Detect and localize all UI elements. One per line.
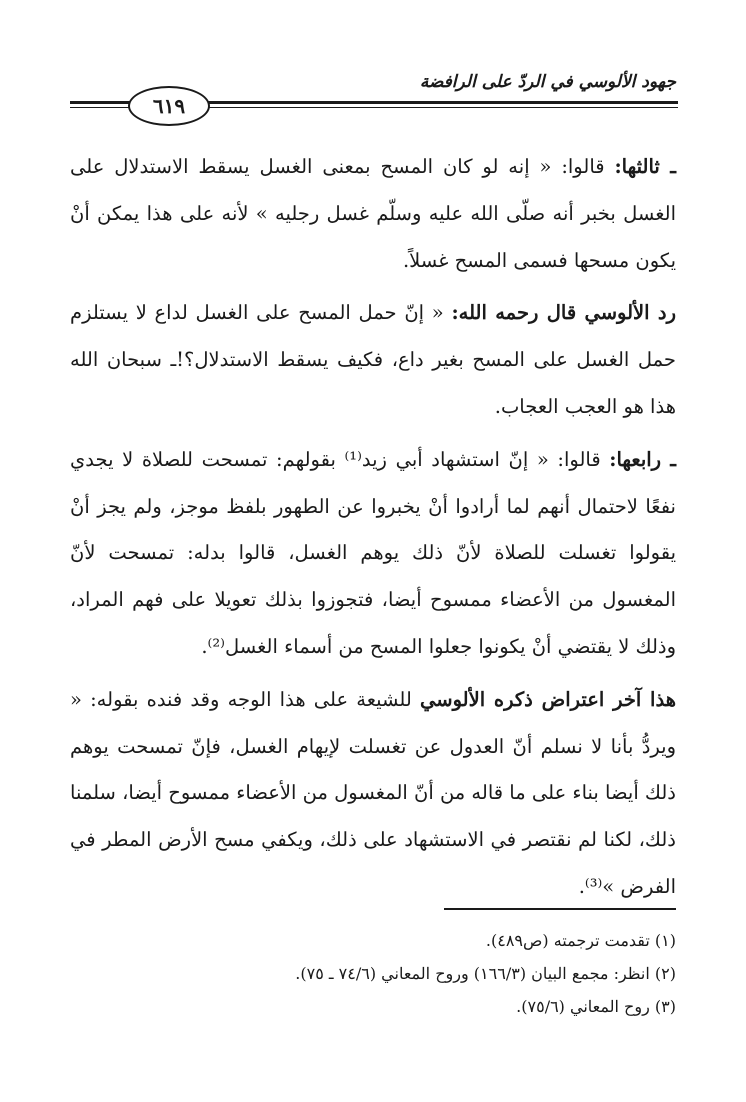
footnote-separator [444, 908, 676, 910]
footnote-3: (٣) روح المعاني (٧٥/٦). [516, 997, 676, 1016]
paragraph-text: قالوا: « إنّ استشهاد أبي زيد⁽¹⁾ بقولهم: تمسحت للصلاة لا يجدي نفعًا لاحتمال أنهم لما أرادوا أنْ يخبروا عن الطهور بلفظ موجز، ولم يجز أنْ يقولوا تغسلت للصلاة لأنّ ذلك يوهم الغسل، قالوا بدله: تمسحت لأنّ المغسول من الأعضاء ممسوح أيضا، فتجوزوا بذلك تعويلا على فهم المراد، وذلك لا يقتضي أنْ يكونوا جعلوا المسح من أسماء الغسل⁽²⁾. [70, 447, 676, 658]
footnotes [70, 924, 676, 1023]
body-text [70, 144, 676, 917]
footnote-2: (٢) انظر: مجمع البيان (١٦٦/٣) وروح المعاني (٧٤/٦ ـ ٧٥). [295, 964, 676, 983]
paragraph-alusi-reply [70, 290, 676, 430]
page-number: ٦١٩ [128, 86, 210, 126]
paragraph-lead: رد الألوسي قال رحمه الله: [451, 301, 676, 325]
paragraph-fourth-objection [70, 437, 676, 671]
paragraph-text: للشيعة على هذا الوجه وقد فنده بقوله: « ويردُّ بأنا لا نسلم أنّ العدول عن تغسلت لإيهام الغسل، فإنّ تمسحت يوهم ذلك أيضا بناء على ما قاله من أنّ المغسول من الأعضاء ممسوح أيضا، سلمنا ذلك، لكنا لم نقتصر في الاستشهاد على ذلك، ويكفي مسح الأرض المطر في الفرض »⁽³⁾. [70, 687, 676, 898]
paragraph-lead: ـ رابعها: [609, 447, 676, 471]
footnote-1: (١) تقدمت ترجمته (ص٤٨٩). [485, 931, 676, 950]
running-title: جهود الألوسي في الردّ على الرافضة [419, 72, 676, 92]
paragraph-text: « إنّ حمل المسح على الغسل لداع لا يستلزم حمل الغسل على المسح بغير داع، فكيف يسقط الاستدلال؟!ـ سبحان الله هذا هو العجب العجاب. [70, 301, 676, 418]
paragraph-lead: ـ ثالثها: [614, 155, 677, 178]
paragraph-third-objection [70, 144, 676, 284]
paragraph-last-objection [70, 677, 676, 911]
paragraph-text: قالوا: « إنه لو كان المسح بمعنى الغسل يسقط الاستدلال على الغسل بخبر أنه صلّى الله عليه وسلّم غسل رجليه » لأنه على هذا يمكن أنْ يكون مسحها فسمى المسح غسلاً. [70, 155, 676, 272]
paragraph-lead: هذا آخر اعتراض ذكره الألوسي [420, 687, 676, 711]
